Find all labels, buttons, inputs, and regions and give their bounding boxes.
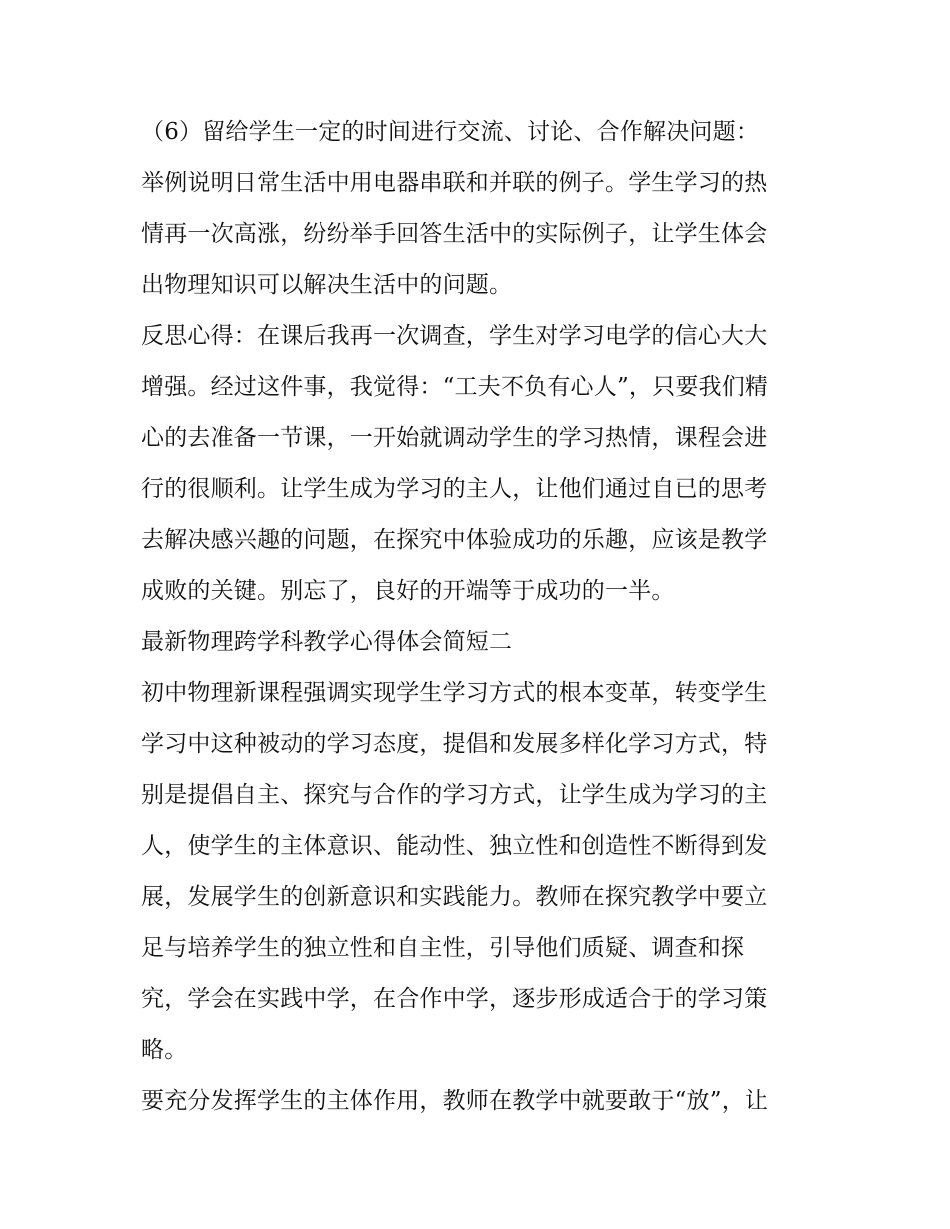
text-line: 究，学会在实践中学，在合作中学，逐步形成适合于的学习策 <box>141 986 768 1012</box>
text-line: 足与培养学生的独立性和自主性，引导他们质疑、调查和探 <box>141 935 745 961</box>
text-line: 情再一次高涨，纷纷举手回答生活中的实际例子，让学生体会 <box>141 221 768 247</box>
section-heading: 最新物理跨学科教学心得体会简短二 <box>141 629 513 655</box>
text-line: 学习中这种被动的学习态度，提倡和发展多样化学习方式，特 <box>141 731 768 757</box>
document-body <box>141 107 821 1127</box>
text-line: 要充分发挥学生的主体作用，教师在教学中就要敢于“放”，让 <box>141 1088 769 1114</box>
text-line: 人，使学生的主体意识、能动性、独立性和创造性不断得到发 <box>141 833 768 859</box>
text-line: （6）留给学生一定的时间进行交流、讨论、合作解决问题： <box>141 119 760 145</box>
text-line: 展，发展学生的创新意识和实践能力。教师在探究教学中要立 <box>141 884 768 910</box>
text-line: 初中物理新课程强调实现学生学习方式的根本变革，转变学生 <box>141 680 768 706</box>
text-line: 成败的关键。别忘了，良好的开端等于成功的一半。 <box>141 578 675 604</box>
text-line: 略。 <box>141 1037 188 1063</box>
text-line: 增强。经过这件事，我觉得：“工夫不负有心人”，只要我们精 <box>141 374 769 400</box>
text-line: 去解决感兴趣的问题，在探究中体验成功的乐趣，应该是教学 <box>141 527 768 553</box>
text-line: 出物理知识可以解决生活中的问题。 <box>141 272 513 298</box>
text-line: 心的去准备一节课，一开始就调动学生的学习热情，课程会进 <box>141 425 768 451</box>
text-line: 反思心得：在课后我再一次调查，学生对学习电学的信心大大 <box>141 323 768 349</box>
text-line: 举例说明日常生活中用电器串联和并联的例子。学生学习的热 <box>141 170 768 196</box>
text-line: 行的很顺利。让学生成为学习的主人，让他们通过自已的思考 <box>141 476 768 502</box>
text-line: 别是提倡自主、探究与合作的学习方式，让学生成为学习的主 <box>141 782 768 808</box>
